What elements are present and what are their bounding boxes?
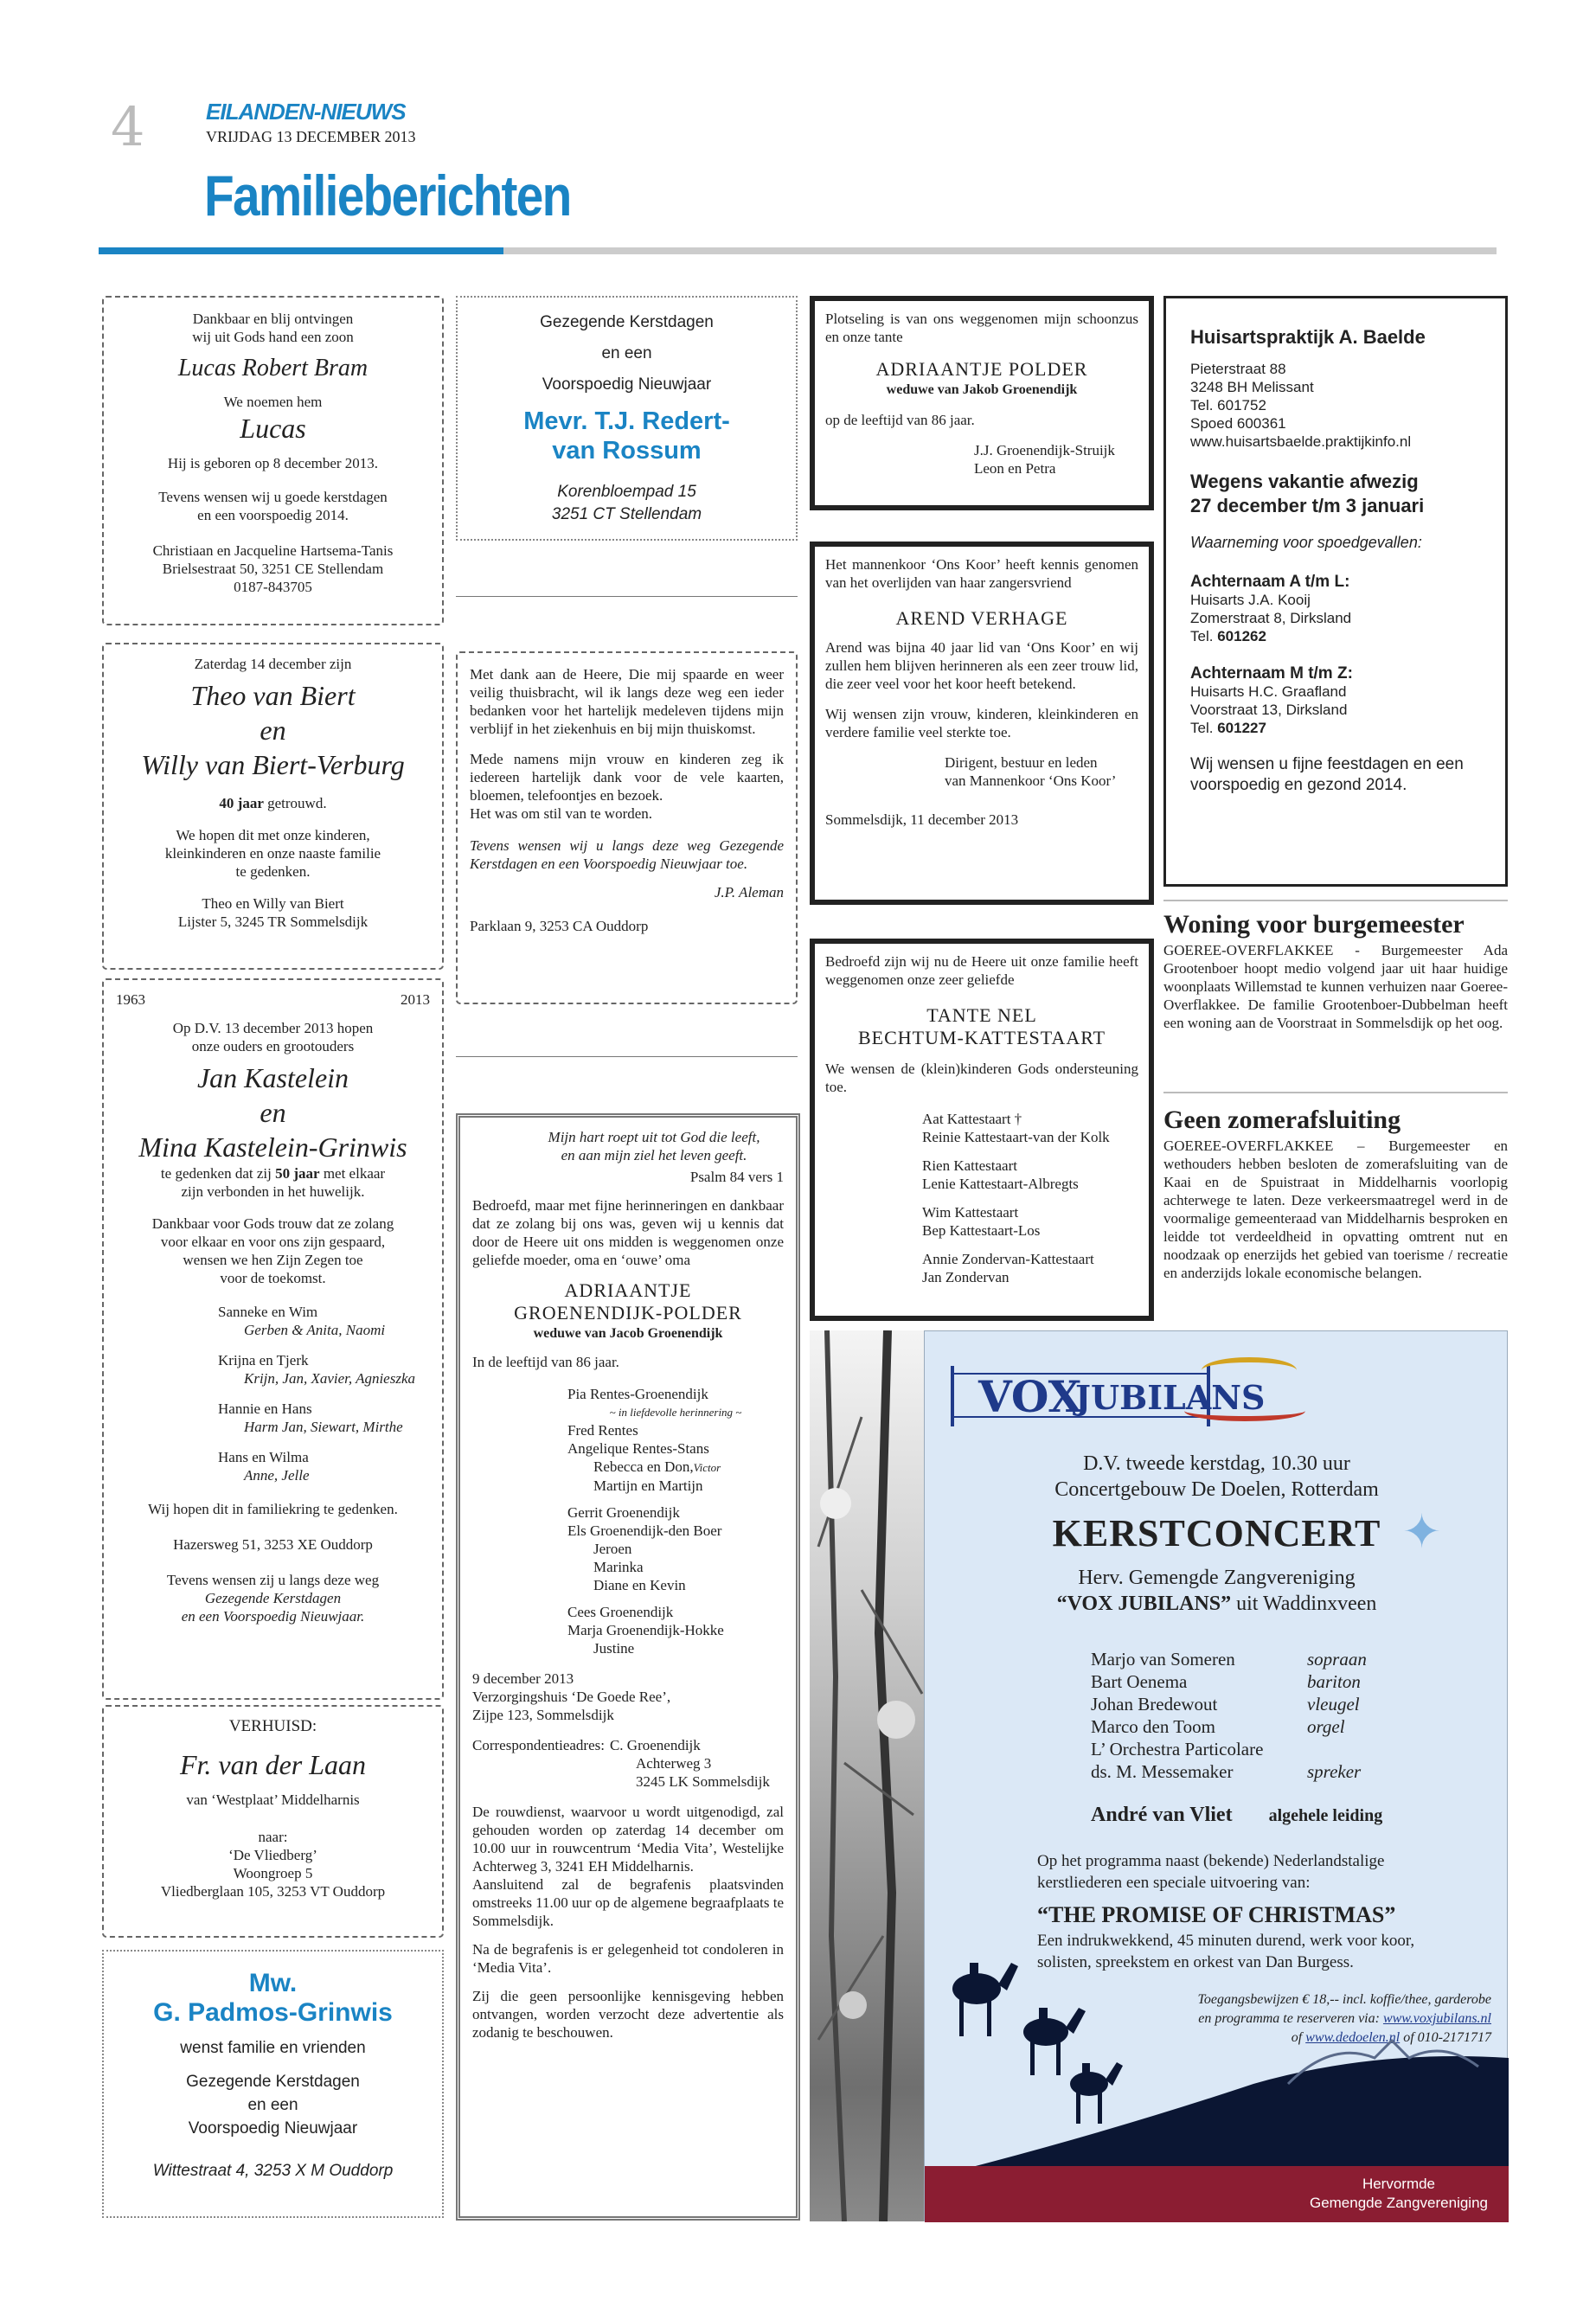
ad-thanks-aleman: Met dank aan de Heere, Die mij spaarde en weer veilig thuisbracht, wil ik langs deze weg een ieder bedanken voor het hartelijk medeleven tijdens mijn verblijf in het ziekenhuis en bij mijn thuiskomst. Mede namens mijn vrouw en kinderen zeg ik iedereen hartelijk dank voor de vele kaarten, bloemen, telefoontjes en bezoek. Het was om stil van te worden. Tevens wensen wij u langs deze weg Gezegende Kerstdagen en een Voorspoedig Nieuwjaar toe. J.P. Aleman Parklaan 9, 3253 CA Ouddorp xyxy=(456,651,798,1004)
news-geen-zomerafsluiting: Geen zomerafsluiting GOEREE-OVERFLAKKEE – Burgemeester en wethouders hebben besloten de zomerafsluiting van de Kaai en de Spuistraat in Middelharnis voorlopig achterwege te laten. Deze verkeersmaatregel werd in de voormalige gemeenteraad van Middelharnis besproken en leidde tot verdeeldheid in opvatting omtrent nut en noodzaak op enerzijds het gebied van toerisme / recreatie en anderzijds lokale economische belangen. xyxy=(1163,1106,1508,1281)
tree-branches-icon xyxy=(810,1330,924,2221)
ad-death-groenendijk-polder: Mijn hart roept uit tot God die leeft, en aan mijn ziel het leven geeft. Psalm 84 vers 1 Bedroefd, maar met fijne herinneringen en dankbaar dat ze zolang bij ons was, geven wij u kennis dat door de Heere uit ons midden is weggenomen onze geliefde moeder, oma en ‘ouwe’ oma ADRIAANTJE GROENENDIJK-POLDER weduwe van Jacob Groenendijk In de leeftijd van 86 jaar. Pia Rentes-Groenendijk ~ in liefdevolle herinnering ~ Fred Rentes Angelique Rentes-Stans Rebecca en Don,Victor Martijn en Martijn Gerrit Groenendijk Els Groenendijk-den Boer Jeroen Marinka Diane en Kevin Cees Groenendijk Marja Groenendijk-Hokke Justine 9 december 2013 Verzorgingshuis ‘De Goede Ree’, Zijpe 123, Sommelsdijk Correspondentieadres: C. Groenendijk Achterweg 3 3245 LK Sommelsdijk De rouwdienst, waarvoor u wordt uitgenodigd, zal gehouden worden op zaterdag 14 december om 10.00 uur in rouwcentrum ‘Media Vita’, Westelijke Achterweg 3, 3241 EH Middelharnis. Aansluitend zal de begrafenis plaatsvinden omstreeks 11.00 uur op de algemene begraafplaats te Sommelsdijk. Na de begrafenis is er gelegenheid tot condoleren in ‘Media Vita’. Zij die geen persoonlijke kennisgeving hebben ontvangen, worden verzocht deze advertentie als zodanig te beschouwen. xyxy=(456,1113,800,2221)
ad-death-tante-nel: Bedroefd zijn wij nu de Heere uit onze familie heeft weggenomen onze zeer geliefde TANTE NEL BECHTUM-KATTESTAART We wensen de (klein)kinderen Gods ondersteuning toe. Aat Kattestaart † Reinie Kattestaart-van der Kolk Rien Kattestaart Lenie Kattestaart-Albregts Wim Kattestaart Bep Kattestaart-Los Annie Zondervan-Kattestaart Jan Zondervan xyxy=(810,939,1154,1321)
footer-banner: Hervormde Gemengde Zangvereniging xyxy=(925,2166,1509,2222)
ad-huisartspraktijk-baelde: Huisartspraktijk A. Baelde Pieterstraat 88 3248 BH Melissant Tel. 601752 Spoed 600361 www.huisartsbaelde.praktijkinfo.nl Wegens vakantie afwezig 27 december t/m 3 januari Waarneming voor spoedgevallen: Achternaam A t/m L: Huisarts J.A. Kooij Zomerstraat 8, Dirksland Tel. 601262 Achternaam M t/m Z: Huisarts H.C. Graafland Voorstraat 13, Dirksland Tel. 601227 Wij wensen u fijne feestdagen en een voorspoedig en gezond 2014. xyxy=(1163,296,1508,887)
baby-name: Lucas Robert Bram xyxy=(177,355,369,381)
ad-padmos-grinwis: Mw. G. Padmos-Grinwis wenst familie en vrienden Gezegende Kerstdagen en een Voorspoedig Nieuwjaar Wittestraat 4, 3253 X M Ouddorp xyxy=(102,1950,444,2218)
header-rule-blue xyxy=(99,247,503,254)
divider xyxy=(456,596,798,597)
masthead-logo: EILANDEN-NIEUWS xyxy=(206,99,406,125)
ad-death-adriaantje-polder: Plotseling is van ons weggenomen mijn schoonzus en onze tante ADRIAANTJE POLDER weduwe van Jakob Groenendijk op de leeftijd van 86 jaar. J.J. Groenendijk-Struijk Leon en Petra xyxy=(810,296,1154,510)
concert-title: KERSTCONCERT xyxy=(1052,1512,1381,1554)
page-number: 4 xyxy=(111,95,145,158)
ad-vox-jubilans-kerstconcert: VOX JUBILANS D.V. tweede kerstdag, 10.30 uur Concertgebouw De Doelen, Rotterdam KERSTCONCERT Herv. Gemengde Zangvereniging “VOX JUBILANS” uit Waddinxveen ✦ Marjo van Someren sopraan Bart Oenema bariton Johan Bredewout vleugel Marco den Toom orgel L’ Orchestra Particolare ds. M. Messemaker spreker André van Vliet algehele leiding Op het programma naast (bekende) Nederlandstalige kerstliederen een speciale uitvoering van: “THE PROMISE OF CHRISTMAS” Een indrukwekkend, 45 minuten durend, werk voor koor, solisten, spreekstem en orkest van Dan Burgess. Toegangsbewijzen € 18,-- incl. koffie/thee, garderobe en programma te reserveren via: www.voxjubilans.nl of www.dedoelen.nl of 010-2171717 Hervormde Gemengde Zangvereniging xyxy=(924,1330,1508,2221)
vox-logo: VOX JUBILANS xyxy=(951,1366,1210,1426)
divider xyxy=(1163,900,1508,901)
ad-birth-lucas: Dankbaar en blij ontvingen wij uit Gods hand een zoon Lucas Robert Bram We noemen hem Lucas Hij is geboren op 8 december 2013. Tevens wensen wij u goede kerstdagen en een voorspoedig 2014. Christiaan en Jacqueline Hartsema-Tanis Brielsestraat 50, 3251 CE Stellendam 0187-843705 xyxy=(102,296,444,625)
divider xyxy=(1163,1092,1508,1093)
ad-death-arend-verhage: Het mannenkoor ‘Ons Koor’ heeft kennis genomen van het overlijden van haar zangersvriend AREND VERHAGE Arend was bijna 40 jaar lid van ‘Ons Koor’ en wij zullen hem blijven herinneren als een zeer trouw lid, die zeer veel voor het koor heeft betekend. Wij wensen zijn vrouw, kinderen, kleinkinderen en verdere familie veel sterkte toe. Dirigent, bestuur en leden van Mannenkoor ‘Ons Koor’ Sommelsdijk, 11 december 2013 xyxy=(810,542,1154,905)
performers-list: Marjo van Someren sopraan Bart Oenema bariton Johan Bredewout vleugel Marco den Toom orgel L’ Orchestra Particolare ds. M. Messemaker spreker xyxy=(1091,1649,1367,1782)
issue-date: VRIJDAG 13 DECEMBER 2013 xyxy=(206,128,416,145)
star-icon: ✦ xyxy=(1402,1506,1442,1558)
red-swoosh xyxy=(1184,1400,1305,1421)
divider xyxy=(456,1056,798,1057)
section-title: Familieberichten xyxy=(204,163,571,228)
ad-redert-van-rossum: Gezegende Kerstdagen en een Voorspoedig Nieuwjaar Mevr. T.J. Redert- van Rossum Korenbloempad 15 3251 CT Stellendam xyxy=(456,296,798,541)
news-woning-burgemeester: Woning voor burgemeester GOEREE-OVERFLAKKEE - Burgemeester Ada Grootenboer hoopt medio volgend jaar uit haar huidige woonplaats Willemstad te kunnen verhuizen naar Goeree-Overflakkee. De familie Grootenboer-Dubbelman heeft een woning aan de Voorstraat in Sommelsdijk op het oog. xyxy=(1163,910,1508,1031)
header-rule-grey xyxy=(503,247,1497,254)
gold-swoosh xyxy=(1202,1357,1297,1383)
ad-anniversary-kastelein: 1963 2013 Op D.V. 13 december 2013 hopen onze ouders en grootouders Jan Kastelein en Mina Kastelein-Grinwis te gedenken dat zij 50 jaar met elkaar zijn verbonden in het huwelijk. Dankbaar voor Gods trouw dat ze zolang voor elkaar en voor ons zijn gespaard, wensen we hen Zijn Zegen toe voor de toekomst. Sanneke en Wim Gerben & Anita, Naomi Krijna en Tjerk Krijn, Jan, Xavier, Agnieszka Hannie en Hans Harm Jan, Siewart, Mirthe Hans en Wilma Anne, Jelle Wij hopen dit in familiekring te gedenken. Hazersweg 51, 3253 XE Ouddorp Tevens wensen zij u langs deze weg Gezegende Kerstdagen en een Voorspoedig Nieuwjaar. xyxy=(102,978,444,1700)
ad-anniversary-biert: Zaterdag 14 december zijn Theo van Biert en Willy van Biert-Verburg 40 jaar getrouwd. We hopen dit met onze kinderen, kleinkinderen en onze naaste familie te gedenken. Theo en Willy van Biert Lijster 5, 3245 TR Sommelsdijk xyxy=(102,643,444,970)
winter-forest-photo xyxy=(810,1330,924,2221)
ad-moved-vanderlaan: VERHUISD: Fr. van der Laan van ‘Westplaat’ Middelharnis naar: ‘De Vliedberg’ Woongroep 5 Vliedberglaan 105, 3253 VT Ouddorp xyxy=(102,1705,444,1938)
